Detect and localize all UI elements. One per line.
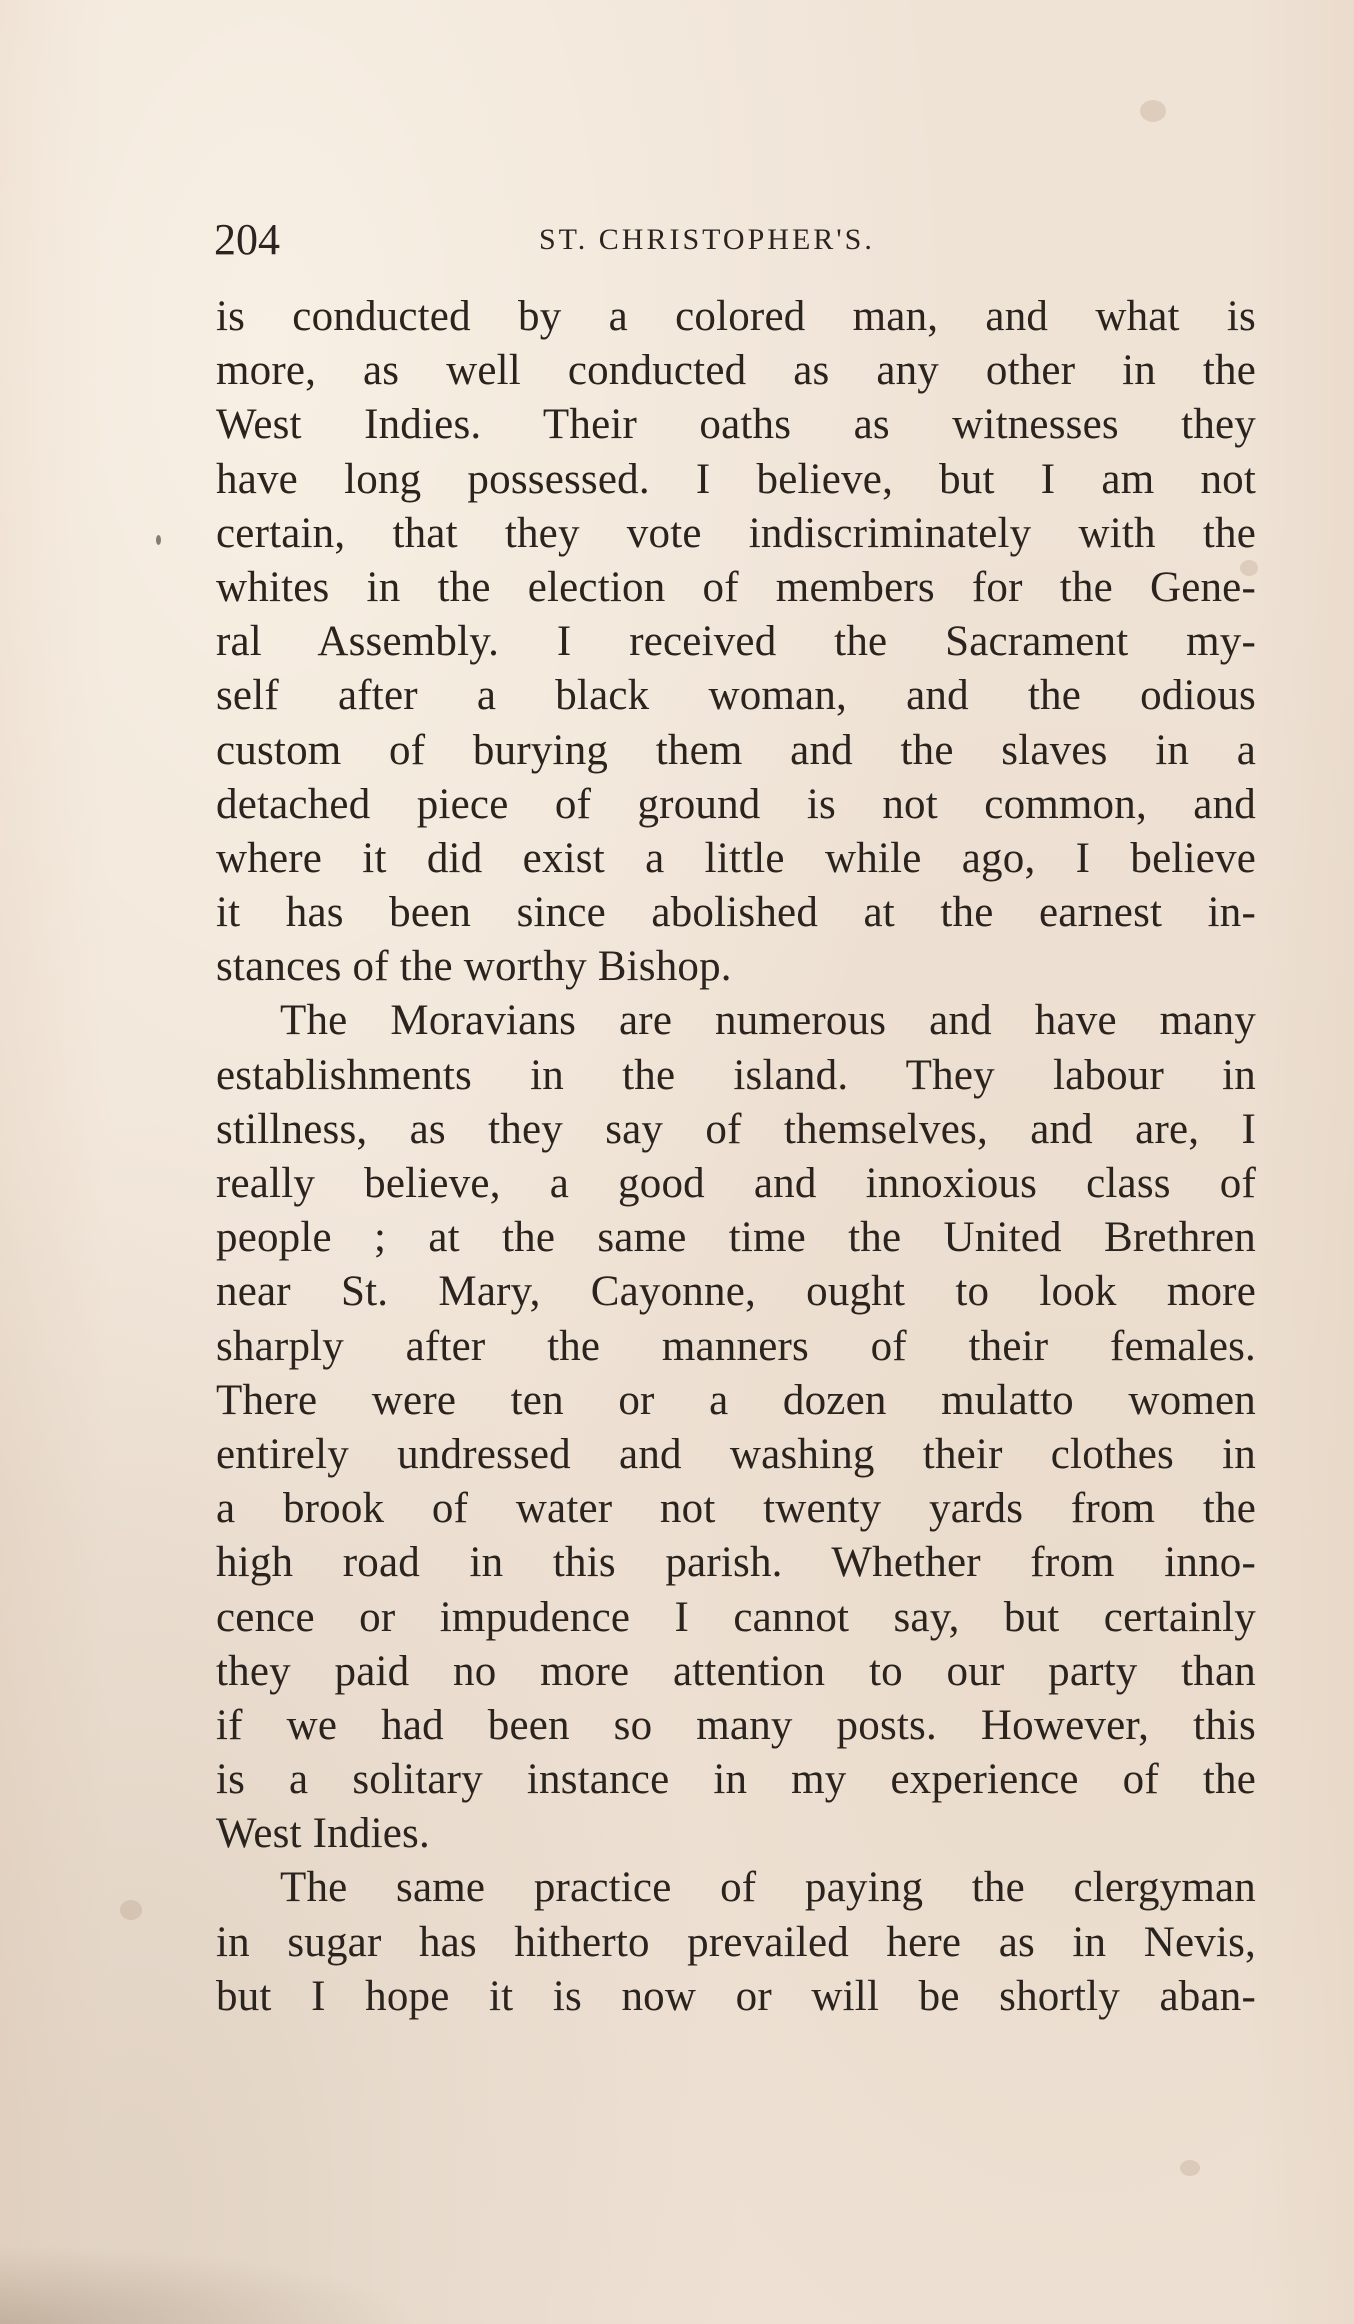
text-line: West Indies.	[216, 1810, 430, 1858]
text-line: have long possessed. I believe, but I am not	[216, 455, 1256, 503]
text-line: but I hope it is now or will be shortly aban-	[216, 1972, 1256, 2020]
text-line: whites in the election of members for the Gene-	[216, 563, 1256, 611]
text-line: it has been since abolished at the earnest in-	[216, 889, 1256, 937]
text-line: really believe, a good and innoxious class of	[216, 1160, 1256, 1207]
text-line: The Moravians are numerous and have many	[280, 997, 1256, 1045]
running-title: ST. CHRISTOPHER'S.	[539, 223, 875, 256]
text-line: detached piece of ground is not common, and	[216, 780, 1256, 828]
text-line: sharply after the manners of their females.	[216, 1322, 1256, 1370]
paper-stain	[156, 535, 161, 545]
text-line: a brook of water not twenty yards from the	[216, 1485, 1256, 1533]
text-line: ral Assembly. I received the Sacrament my-	[216, 618, 1256, 666]
paper-stain	[1180, 2160, 1200, 2176]
page-edge-shadow	[0, 2244, 420, 2324]
text-line: self after a black woman, and the odious	[216, 672, 1256, 720]
text-line: is a solitary instance in my experience of the	[216, 1756, 1256, 1804]
text-line: if we had been so many posts. However, this	[216, 1701, 1256, 1749]
page-number: 204	[214, 215, 280, 264]
text-line: establishments in the island. They labour in	[216, 1051, 1256, 1099]
text-line: West Indies. Their oaths as witnesses they	[216, 401, 1256, 449]
text-line: they paid no more attention to our party than	[216, 1647, 1256, 1695]
body-text	[216, 290, 1256, 2024]
text-line: near St. Mary, Cayonne, ought to look more	[216, 1268, 1256, 1316]
text-line: people ; at the same time the United Brethren	[216, 1214, 1256, 1262]
text-line: in sugar has hitherto prevailed here as in Nevis,	[216, 1918, 1256, 1966]
text-line: more, as well conducted as any other in the	[216, 347, 1256, 395]
running-head	[214, 210, 1254, 270]
text-line: stances of the worthy Bishop.	[216, 943, 732, 991]
text-line: custom of burying them and the slaves in a	[216, 726, 1256, 774]
text-line: certain, that they vote indiscriminately with the	[216, 509, 1256, 557]
paper-stain	[120, 1900, 142, 1920]
text-line: entirely undressed and washing their clothes in	[216, 1430, 1256, 1478]
text-line: where it did exist a little while ago, I believe	[216, 834, 1256, 882]
text-line: high road in this parish. Whether from inno-	[216, 1539, 1256, 1587]
text-line: cence or impudence I cannot say, but certainly	[216, 1593, 1256, 1641]
paper-stain	[1140, 100, 1166, 122]
text-line: There were ten or a dozen mulatto women	[216, 1376, 1256, 1424]
text-line: stillness, as they say of themselves, and are, I	[216, 1105, 1256, 1153]
text-line: is conducted by a colored man, and what is	[216, 293, 1256, 340]
text-line: The same practice of paying the clergyman	[280, 1864, 1256, 1912]
